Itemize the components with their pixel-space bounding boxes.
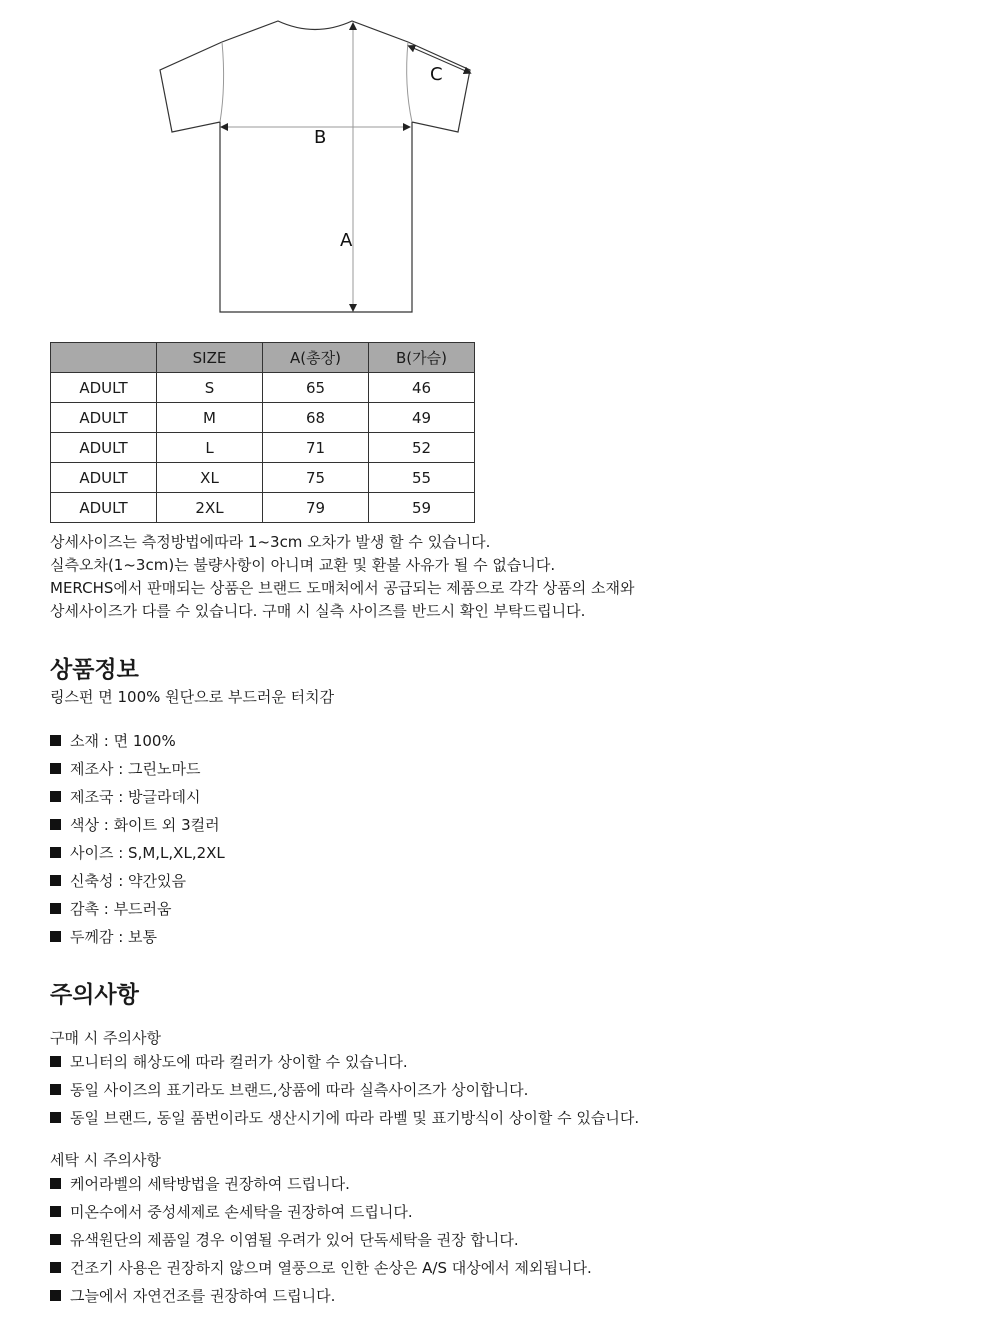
list-item-text: 그늘에서 자연건조를 권장하여 드립니다. bbox=[70, 1286, 336, 1305]
product-info-title: 상품정보 bbox=[50, 657, 139, 683]
table-row bbox=[51, 373, 475, 403]
table-cell: 65 bbox=[263, 373, 369, 403]
header-cell: B(가슴) bbox=[369, 343, 475, 373]
list-item bbox=[50, 1197, 592, 1225]
bullet-square-icon bbox=[50, 735, 61, 746]
bullet-square-icon bbox=[50, 1206, 61, 1217]
bullet-square-icon bbox=[50, 1112, 61, 1123]
list-item-text: 감촉 : 부드러움 bbox=[70, 899, 172, 918]
list-item-text: 제조사 : 그린노마드 bbox=[70, 759, 201, 778]
table-cell: M bbox=[157, 403, 263, 433]
note-line: 상세사이즈는 측정방법에따라 1~3cm 오차가 발생 할 수 있습니다. bbox=[50, 533, 491, 551]
table-header-row bbox=[51, 343, 475, 373]
table-cell: S bbox=[157, 373, 263, 403]
bullet-square-icon bbox=[50, 1178, 61, 1189]
bullet-square-icon bbox=[50, 903, 61, 914]
list-item bbox=[50, 922, 225, 950]
table-cell: L bbox=[157, 433, 263, 463]
tshirt-measurement-diagram bbox=[150, 10, 480, 320]
table-cell: ADULT bbox=[51, 373, 157, 403]
note-line: MERCHS에서 판매되는 상품은 브랜드 도매처에서 공급되는 제품으로 각각 상품의 소재와 bbox=[50, 579, 635, 597]
list-item bbox=[50, 726, 225, 754]
table-row bbox=[51, 433, 475, 463]
list-item-text: 미온수에서 중성세제로 손세탁을 권장하여 드립니다. bbox=[70, 1202, 413, 1221]
bullet-square-icon bbox=[50, 1234, 61, 1245]
table-cell: ADULT bbox=[51, 463, 157, 493]
size-notes bbox=[50, 531, 634, 623]
list-item bbox=[50, 866, 225, 894]
list-item bbox=[50, 838, 225, 866]
list-item bbox=[50, 1225, 592, 1253]
bullet-square-icon bbox=[50, 847, 61, 858]
list-item bbox=[50, 1281, 592, 1309]
table-cell: 68 bbox=[263, 403, 369, 433]
list-item bbox=[50, 1103, 639, 1131]
bullet-square-icon bbox=[50, 1290, 61, 1301]
product-info-subtitle: 링스펀 면 100% 원단으로 부드러운 터치감 bbox=[50, 688, 335, 706]
list-item-text: 소재 : 면 100% bbox=[70, 731, 176, 750]
list-item bbox=[50, 894, 225, 922]
table-cell: 55 bbox=[369, 463, 475, 493]
table-cell: 52 bbox=[369, 433, 475, 463]
header-cell: SIZE bbox=[157, 343, 263, 373]
list-item-text: 유색원단의 제품일 경우 이염될 우려가 있어 단독세탁을 권장 합니다. bbox=[70, 1230, 519, 1249]
list-item bbox=[50, 754, 225, 782]
list-item-text: 동일 브랜드, 동일 품번이라도 생산시기에 따라 라벨 및 표기방식이 상이할 수 있습니다. bbox=[70, 1108, 640, 1127]
cautions-title: 주의사항 bbox=[50, 982, 139, 1008]
list-item-text: 건조기 사용은 권장하지 않으며 열풍으로 인한 손상은 A/S 대상에서 제외됩니다. bbox=[70, 1258, 592, 1277]
label-b: B bbox=[314, 127, 327, 148]
list-item bbox=[50, 782, 225, 810]
shirt-outline bbox=[160, 21, 470, 312]
purchase-cautions-title: 구매 시 주의사항 bbox=[50, 1029, 161, 1047]
table-cell: ADULT bbox=[51, 493, 157, 523]
list-item-text: 모니터의 해상도에 따라 컬러가 상이할 수 있습니다. bbox=[70, 1052, 408, 1071]
bullet-square-icon bbox=[50, 1262, 61, 1273]
table-row bbox=[51, 403, 475, 433]
list-item-text: 신축성 : 약간있음 bbox=[70, 871, 187, 890]
table-cell: 2XL bbox=[157, 493, 263, 523]
label-a: A bbox=[340, 230, 353, 251]
table-cell: ADULT bbox=[51, 403, 157, 433]
list-item bbox=[50, 1047, 639, 1075]
header-cell: A(총장) bbox=[263, 343, 369, 373]
list-item-text: 사이즈 : S,M,L,XL,2XL bbox=[70, 843, 225, 862]
table-cell: 75 bbox=[263, 463, 369, 493]
table-cell: XL bbox=[157, 463, 263, 493]
bullet-square-icon bbox=[50, 1084, 61, 1095]
size-table bbox=[50, 342, 475, 523]
list-item bbox=[50, 1075, 639, 1103]
label-c: C bbox=[430, 64, 443, 85]
bullet-square-icon bbox=[50, 875, 61, 886]
purchase-cautions-list bbox=[50, 1047, 639, 1131]
bullet-square-icon bbox=[50, 819, 61, 830]
table-cell: 79 bbox=[263, 493, 369, 523]
list-item bbox=[50, 1169, 592, 1197]
right-armhole-seam bbox=[407, 42, 412, 122]
bullet-square-icon bbox=[50, 931, 61, 942]
washing-cautions-list bbox=[50, 1169, 592, 1309]
list-item-text: 색상 : 화이트 외 3컬러 bbox=[70, 815, 220, 834]
list-item-text: 케어라벨의 세탁방법을 권장하여 드립니다. bbox=[70, 1174, 350, 1193]
table-cell: ADULT bbox=[51, 433, 157, 463]
table-cell: 46 bbox=[369, 373, 475, 403]
tshirt-outline-svg bbox=[150, 10, 480, 320]
note-line: 실측오차(1~3cm)는 불량사항이 아니며 교환 및 환불 사유가 될 수 없습니다. bbox=[50, 556, 556, 574]
table-cell: 59 bbox=[369, 493, 475, 523]
washing-cautions-title: 세탁 시 주의사항 bbox=[50, 1151, 161, 1169]
list-item bbox=[50, 1253, 592, 1281]
note-line: 상세사이즈가 다를 수 있습니다. 구매 시 실측 사이즈를 반드시 확인 부탁드립니다. bbox=[50, 602, 586, 620]
header-cell bbox=[51, 343, 157, 373]
left-armhole-seam bbox=[220, 42, 224, 122]
bullet-square-icon bbox=[50, 791, 61, 802]
list-item-text: 제조국 : 방글라데시 bbox=[70, 787, 201, 806]
bullet-square-icon bbox=[50, 763, 61, 774]
table-row bbox=[51, 463, 475, 493]
list-item bbox=[50, 810, 225, 838]
table-cell: 49 bbox=[369, 403, 475, 433]
list-item-text: 두께감 : 보통 bbox=[70, 927, 158, 946]
list-item-text: 동일 사이즈의 표기라도 브랜드,상품에 따라 실측사이즈가 상이합니다. bbox=[70, 1080, 529, 1099]
bullet-square-icon bbox=[50, 1056, 61, 1067]
table-cell: 71 bbox=[263, 433, 369, 463]
table-row bbox=[51, 493, 475, 523]
product-info-list bbox=[50, 726, 225, 950]
